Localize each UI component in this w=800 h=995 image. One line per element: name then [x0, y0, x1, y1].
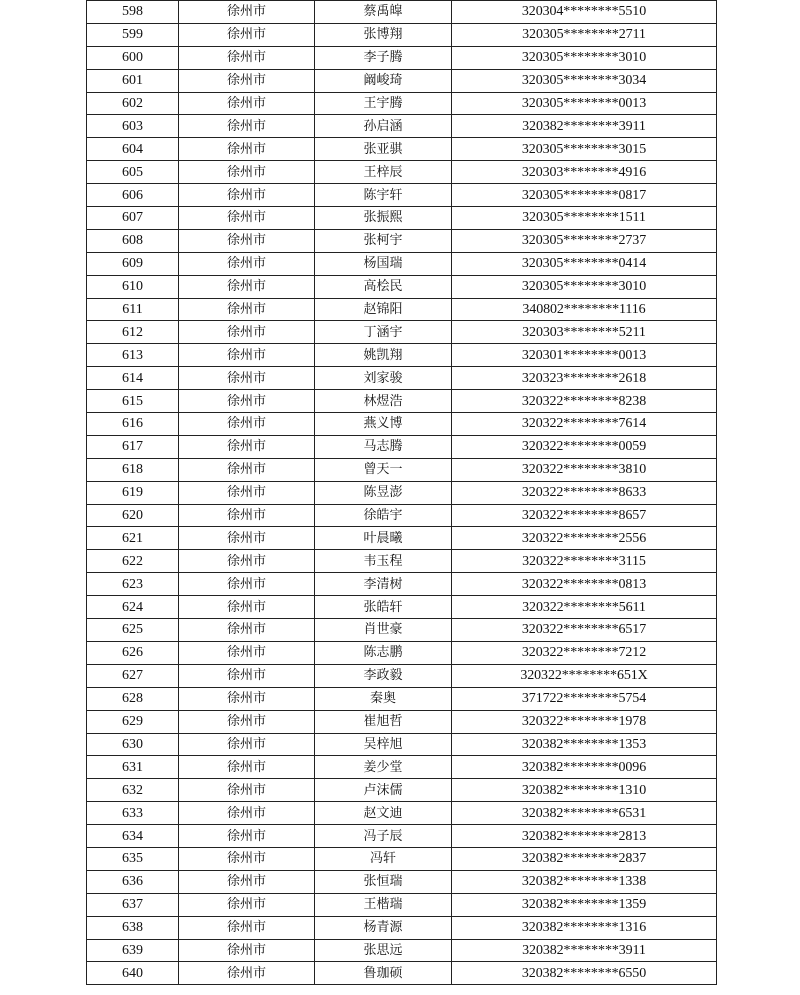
id-number-cell: 320322********7212 [452, 641, 717, 664]
table-row [87, 275, 717, 298]
id-number-cell: 320382********3911 [452, 115, 717, 138]
row-number-cell: 604 [87, 138, 179, 161]
name-cell: 杨青源 [315, 916, 452, 939]
table-row [87, 756, 717, 779]
row-number-cell: 632 [87, 779, 179, 802]
id-number-cell: 320305********0817 [452, 184, 717, 207]
table-row [87, 664, 717, 687]
name-cell: 吴梓旭 [315, 733, 452, 756]
city-cell: 徐州市 [179, 641, 315, 664]
table-row [87, 641, 717, 664]
row-number-cell: 629 [87, 710, 179, 733]
table-row [87, 710, 717, 733]
city-cell: 徐州市 [179, 321, 315, 344]
city-cell: 徐州市 [179, 275, 315, 298]
table-row [87, 298, 717, 321]
city-cell: 徐州市 [179, 161, 315, 184]
city-cell: 徐州市 [179, 847, 315, 870]
id-number-cell: 320382********1353 [452, 733, 717, 756]
city-cell: 徐州市 [179, 23, 315, 46]
row-number-cell: 633 [87, 802, 179, 825]
name-cell: 鲁珈硕 [315, 962, 452, 985]
id-number-cell: 320382********1338 [452, 870, 717, 893]
city-cell: 徐州市 [179, 298, 315, 321]
city-cell: 徐州市 [179, 229, 315, 252]
city-cell: 徐州市 [179, 1, 315, 24]
row-number-cell: 625 [87, 619, 179, 642]
row-number-cell: 620 [87, 504, 179, 527]
row-number-cell: 599 [87, 23, 179, 46]
city-cell: 徐州市 [179, 92, 315, 115]
row-number-cell: 617 [87, 435, 179, 458]
table-row [87, 504, 717, 527]
city-cell: 徐州市 [179, 825, 315, 848]
row-number-cell: 606 [87, 184, 179, 207]
id-number-cell: 320301********0013 [452, 344, 717, 367]
table-row [87, 23, 717, 46]
row-number-cell: 635 [87, 847, 179, 870]
city-cell: 徐州市 [179, 481, 315, 504]
city-cell: 徐州市 [179, 550, 315, 573]
name-cell: 张柯宇 [315, 229, 452, 252]
id-number-cell: 320322********8657 [452, 504, 717, 527]
table-row [87, 344, 717, 367]
name-cell: 肖世豪 [315, 619, 452, 642]
name-cell: 韦玉程 [315, 550, 452, 573]
name-cell: 崔旭哲 [315, 710, 452, 733]
city-cell: 徐州市 [179, 664, 315, 687]
id-number-cell: 320303********4916 [452, 161, 717, 184]
row-number-cell: 623 [87, 573, 179, 596]
roster-table-body [87, 1, 717, 985]
row-number-cell: 610 [87, 275, 179, 298]
name-cell: 张皓轩 [315, 596, 452, 619]
row-number-cell: 618 [87, 458, 179, 481]
table-row [87, 390, 717, 413]
id-number-cell: 320305********0414 [452, 252, 717, 275]
id-number-cell: 371722********5754 [452, 687, 717, 710]
table-row [87, 779, 717, 802]
id-number-cell: 320322********0059 [452, 435, 717, 458]
id-number-cell: 320322********5611 [452, 596, 717, 619]
row-number-cell: 639 [87, 939, 179, 962]
row-number-cell: 638 [87, 916, 179, 939]
name-cell: 李政毅 [315, 664, 452, 687]
id-number-cell: 320305********2711 [452, 23, 717, 46]
city-cell: 徐州市 [179, 573, 315, 596]
row-number-cell: 607 [87, 207, 179, 230]
name-cell: 丁涵宇 [315, 321, 452, 344]
id-number-cell: 320322********8238 [452, 390, 717, 413]
name-cell: 陈昱澎 [315, 481, 452, 504]
city-cell: 徐州市 [179, 344, 315, 367]
id-number-cell: 320305********3034 [452, 69, 717, 92]
table-row [87, 527, 717, 550]
id-number-cell: 320305********1511 [452, 207, 717, 230]
id-number-cell: 320382********0096 [452, 756, 717, 779]
name-cell: 王楷瑞 [315, 893, 452, 916]
row-number-cell: 636 [87, 870, 179, 893]
id-number-cell: 320322********0813 [452, 573, 717, 596]
name-cell: 杨国瑞 [315, 252, 452, 275]
row-number-cell: 628 [87, 687, 179, 710]
city-cell: 徐州市 [179, 46, 315, 69]
city-cell: 徐州市 [179, 596, 315, 619]
name-cell: 陈宇轩 [315, 184, 452, 207]
city-cell: 徐州市 [179, 939, 315, 962]
id-number-cell: 320323********2618 [452, 367, 717, 390]
name-cell: 马志腾 [315, 435, 452, 458]
table-row [87, 161, 717, 184]
id-number-cell: 320382********6531 [452, 802, 717, 825]
table-row [87, 893, 717, 916]
name-cell: 姚凯翔 [315, 344, 452, 367]
table-row [87, 802, 717, 825]
table-row [87, 550, 717, 573]
table-row [87, 573, 717, 596]
city-cell: 徐州市 [179, 115, 315, 138]
row-number-cell: 614 [87, 367, 179, 390]
table-row [87, 69, 717, 92]
name-cell: 王梓辰 [315, 161, 452, 184]
row-number-cell: 613 [87, 344, 179, 367]
row-number-cell: 631 [87, 756, 179, 779]
name-cell: 秦奥 [315, 687, 452, 710]
table-row [87, 229, 717, 252]
name-cell: 冯轩 [315, 847, 452, 870]
city-cell: 徐州市 [179, 687, 315, 710]
city-cell: 徐州市 [179, 870, 315, 893]
table-row [87, 115, 717, 138]
city-cell: 徐州市 [179, 779, 315, 802]
name-cell: 蔡禹皡 [315, 1, 452, 24]
table-row [87, 207, 717, 230]
row-number-cell: 616 [87, 413, 179, 436]
roster-table [86, 0, 717, 985]
id-number-cell: 320322********3115 [452, 550, 717, 573]
table-row [87, 252, 717, 275]
name-cell: 林煜浩 [315, 390, 452, 413]
table-row [87, 92, 717, 115]
id-number-cell: 320305********3010 [452, 46, 717, 69]
table-row [87, 825, 717, 848]
row-number-cell: 640 [87, 962, 179, 985]
city-cell: 徐州市 [179, 207, 315, 230]
id-number-cell: 320322********3810 [452, 458, 717, 481]
row-number-cell: 626 [87, 641, 179, 664]
id-number-cell: 320382********6550 [452, 962, 717, 985]
name-cell: 孙启涵 [315, 115, 452, 138]
table-row [87, 46, 717, 69]
name-cell: 张恒瑞 [315, 870, 452, 893]
id-number-cell: 320304********5510 [452, 1, 717, 24]
city-cell: 徐州市 [179, 527, 315, 550]
name-cell: 姜少堂 [315, 756, 452, 779]
row-number-cell: 602 [87, 92, 179, 115]
name-cell: 张博翔 [315, 23, 452, 46]
id-number-cell: 320322********8633 [452, 481, 717, 504]
row-number-cell: 603 [87, 115, 179, 138]
table-row [87, 1, 717, 24]
table-row [87, 481, 717, 504]
city-cell: 徐州市 [179, 458, 315, 481]
table-row [87, 413, 717, 436]
city-cell: 徐州市 [179, 756, 315, 779]
row-number-cell: 621 [87, 527, 179, 550]
id-number-cell: 320382********2813 [452, 825, 717, 848]
id-number-cell: 320322********1978 [452, 710, 717, 733]
row-number-cell: 600 [87, 46, 179, 69]
row-number-cell: 627 [87, 664, 179, 687]
city-cell: 徐州市 [179, 619, 315, 642]
id-number-cell: 320305********2737 [452, 229, 717, 252]
table-row [87, 138, 717, 161]
row-number-cell: 601 [87, 69, 179, 92]
id-number-cell: 320322********2556 [452, 527, 717, 550]
name-cell: 燕义博 [315, 413, 452, 436]
name-cell: 张振熙 [315, 207, 452, 230]
name-cell: 赵锦阳 [315, 298, 452, 321]
name-cell: 卢沫儒 [315, 779, 452, 802]
name-cell: 阚峻琦 [315, 69, 452, 92]
row-number-cell: 612 [87, 321, 179, 344]
id-number-cell: 320322********7614 [452, 413, 717, 436]
name-cell: 赵文迪 [315, 802, 452, 825]
id-number-cell: 320322********651X [452, 664, 717, 687]
table-row [87, 870, 717, 893]
city-cell: 徐州市 [179, 367, 315, 390]
row-number-cell: 624 [87, 596, 179, 619]
city-cell: 徐州市 [179, 893, 315, 916]
id-number-cell: 320322********6517 [452, 619, 717, 642]
city-cell: 徐州市 [179, 252, 315, 275]
id-number-cell: 320382********2837 [452, 847, 717, 870]
table-row [87, 687, 717, 710]
row-number-cell: 611 [87, 298, 179, 321]
id-number-cell: 320305********3015 [452, 138, 717, 161]
row-number-cell: 619 [87, 481, 179, 504]
row-number-cell: 605 [87, 161, 179, 184]
city-cell: 徐州市 [179, 69, 315, 92]
row-number-cell: 634 [87, 825, 179, 848]
row-number-cell: 637 [87, 893, 179, 916]
city-cell: 徐州市 [179, 390, 315, 413]
city-cell: 徐州市 [179, 802, 315, 825]
row-number-cell: 609 [87, 252, 179, 275]
table-row [87, 619, 717, 642]
name-cell: 李清树 [315, 573, 452, 596]
name-cell: 张亚骐 [315, 138, 452, 161]
table-row [87, 733, 717, 756]
name-cell: 叶晨曦 [315, 527, 452, 550]
row-number-cell: 608 [87, 229, 179, 252]
city-cell: 徐州市 [179, 710, 315, 733]
city-cell: 徐州市 [179, 916, 315, 939]
id-number-cell: 320303********5211 [452, 321, 717, 344]
id-number-cell: 320305********3010 [452, 275, 717, 298]
table-row [87, 847, 717, 870]
table-row [87, 435, 717, 458]
row-number-cell: 598 [87, 1, 179, 24]
name-cell: 陈志鹏 [315, 641, 452, 664]
table-row [87, 596, 717, 619]
name-cell: 冯子辰 [315, 825, 452, 848]
name-cell: 徐皓宇 [315, 504, 452, 527]
id-number-cell: 320382********1359 [452, 893, 717, 916]
name-cell: 高桧民 [315, 275, 452, 298]
table-row [87, 939, 717, 962]
name-cell: 李子腾 [315, 46, 452, 69]
id-number-cell: 320382********1316 [452, 916, 717, 939]
city-cell: 徐州市 [179, 504, 315, 527]
id-number-cell: 340802********1116 [452, 298, 717, 321]
id-number-cell: 320305********0013 [452, 92, 717, 115]
table-row [87, 962, 717, 985]
table-row [87, 184, 717, 207]
city-cell: 徐州市 [179, 138, 315, 161]
name-cell: 刘家骏 [315, 367, 452, 390]
city-cell: 徐州市 [179, 733, 315, 756]
table-row [87, 321, 717, 344]
name-cell: 曾天一 [315, 458, 452, 481]
row-number-cell: 622 [87, 550, 179, 573]
table-row [87, 367, 717, 390]
city-cell: 徐州市 [179, 435, 315, 458]
name-cell: 张思远 [315, 939, 452, 962]
row-number-cell: 615 [87, 390, 179, 413]
name-cell: 王宇腾 [315, 92, 452, 115]
city-cell: 徐州市 [179, 962, 315, 985]
table-row [87, 458, 717, 481]
id-number-cell: 320382********3911 [452, 939, 717, 962]
row-number-cell: 630 [87, 733, 179, 756]
id-number-cell: 320382********1310 [452, 779, 717, 802]
table-row [87, 916, 717, 939]
city-cell: 徐州市 [179, 184, 315, 207]
city-cell: 徐州市 [179, 413, 315, 436]
